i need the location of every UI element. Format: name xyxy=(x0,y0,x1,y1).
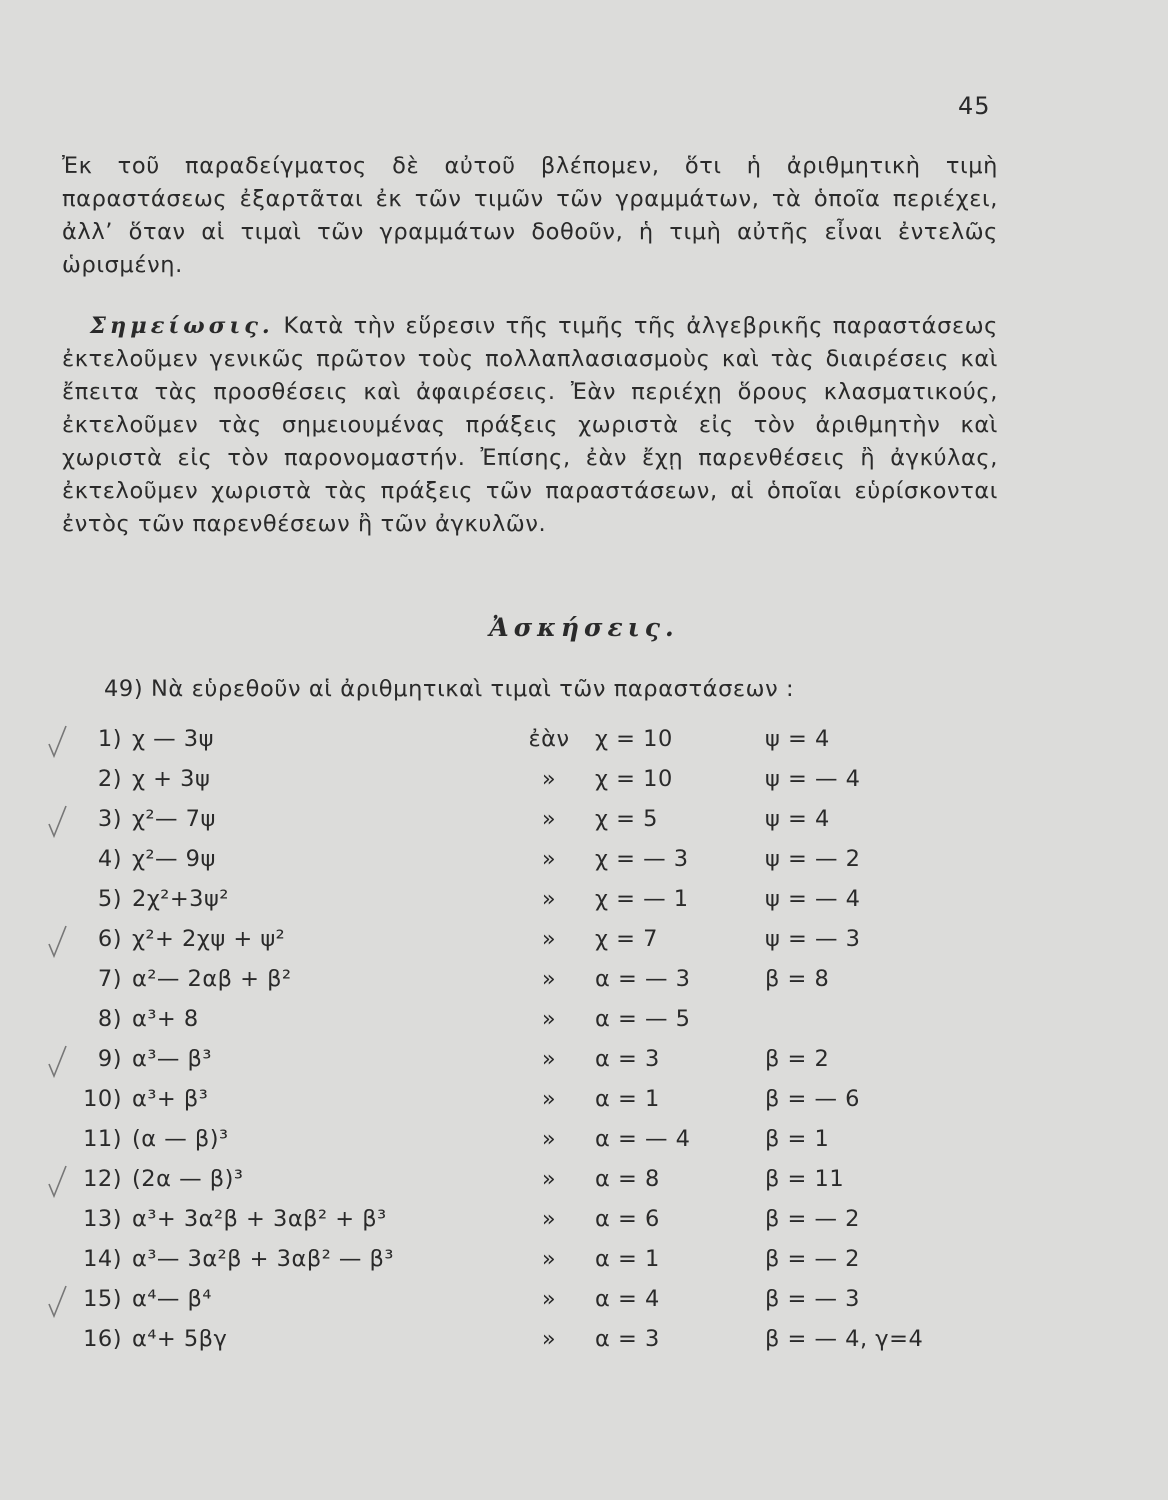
exercise-expression: (α — β)³ xyxy=(132,1126,229,1152)
exercise-value-2: ψ = 4 xyxy=(765,726,830,752)
exercise-value-2: β = — 2 xyxy=(765,1206,860,1232)
exercise-expression: 2χ²+3ψ² xyxy=(132,886,229,912)
checkmark-icon xyxy=(46,1044,68,1080)
exercise-condition: » xyxy=(541,846,557,872)
exercise-row xyxy=(0,926,1168,966)
checkmark-icon xyxy=(46,1284,68,1320)
exercise-row xyxy=(0,726,1168,766)
exercise-value-2: β = 8 xyxy=(765,966,830,992)
page-number: 45 xyxy=(958,92,991,120)
exercise-row xyxy=(0,1126,1168,1166)
checkmark-icon xyxy=(46,724,68,760)
exercise-number: 13) xyxy=(83,1206,122,1232)
paragraph-note xyxy=(62,310,998,541)
exercise-value-1: χ = — 3 xyxy=(595,846,689,872)
exercise-value-1: χ = 10 xyxy=(595,766,673,792)
exercise-expression: α³+ 3α²β + 3αβ² + β³ xyxy=(132,1206,387,1232)
exercise-row xyxy=(0,846,1168,886)
exercise-condition: » xyxy=(541,1326,557,1352)
exercise-value-2: ψ = 4 xyxy=(765,806,830,832)
exercise-value-1: χ = 7 xyxy=(595,926,658,952)
exercise-row xyxy=(0,1286,1168,1326)
exercise-value-2: β = — 3 xyxy=(765,1286,860,1312)
exercise-expression: χ — 3ψ xyxy=(132,726,214,752)
exercise-row xyxy=(0,966,1168,1006)
exercise-condition: » xyxy=(541,1126,557,1152)
exercise-row xyxy=(0,1046,1168,1086)
exercise-value-1: α = — 4 xyxy=(595,1126,691,1152)
exercise-row xyxy=(0,1326,1168,1366)
exercise-expression: χ²+ 2χψ + ψ² xyxy=(132,926,286,952)
exercise-row xyxy=(0,806,1168,846)
checkmark-icon xyxy=(46,924,68,960)
exercise-value-1: α = — 5 xyxy=(595,1006,691,1032)
exercise-number: 2) xyxy=(97,766,122,792)
exercise-expression: χ + 3ψ xyxy=(132,766,211,792)
exercise-expression: α³+ β³ xyxy=(132,1086,209,1112)
exercise-condition: ἐὰν xyxy=(528,726,570,752)
exercise-row xyxy=(0,886,1168,926)
exercise-number: 4) xyxy=(97,846,122,872)
exercise-value-1: α = 4 xyxy=(595,1286,660,1312)
exercise-condition: » xyxy=(541,1086,557,1112)
exercise-condition: » xyxy=(541,1286,557,1312)
exercise-condition: » xyxy=(541,806,557,832)
exercise-value-1: χ = 5 xyxy=(595,806,658,832)
exercise-expression: (2α — β)³ xyxy=(132,1166,244,1192)
exercise-expression: α²— 2αβ + β² xyxy=(132,966,292,992)
exercise-expression: α⁴— β⁴ xyxy=(132,1286,212,1312)
exercise-value-2: ψ = — 4 xyxy=(765,886,861,912)
exercise-value-2: β = — 2 xyxy=(765,1246,860,1272)
exercise-number: 9) xyxy=(97,1046,122,1072)
checkmark-icon xyxy=(46,804,68,840)
exercise-value-2: β = 1 xyxy=(765,1126,830,1152)
exercise-condition: » xyxy=(541,926,557,952)
exercise-condition: » xyxy=(541,766,557,792)
exercise-value-1: α = 3 xyxy=(595,1326,660,1352)
exercise-row xyxy=(0,1086,1168,1126)
exercise-number: 11) xyxy=(83,1126,122,1152)
exercise-instruction: 49) Νὰ εὑρεθοῦν αἱ ἀριθμητικαὶ τιμαὶ τῶν παραστάσεων : xyxy=(104,676,795,702)
exercise-number: 15) xyxy=(83,1286,122,1312)
exercise-value-1: α = 6 xyxy=(595,1206,660,1232)
exercise-condition: » xyxy=(541,1206,557,1232)
exercise-value-1: α = 3 xyxy=(595,1046,660,1072)
exercise-value-2: β = — 6 xyxy=(765,1086,860,1112)
exercise-number: 1) xyxy=(97,726,122,752)
exercise-condition: » xyxy=(541,1246,557,1272)
exercise-condition: » xyxy=(541,1006,557,1032)
exercise-value-1: χ = — 1 xyxy=(595,886,689,912)
exercise-value-2: ψ = — 4 xyxy=(765,766,861,792)
exercise-row xyxy=(0,766,1168,806)
exercise-expression: χ²— 7ψ xyxy=(132,806,216,832)
exercise-condition: » xyxy=(541,886,557,912)
exercise-number: 5) xyxy=(97,886,122,912)
exercise-value-1: α = 1 xyxy=(595,1086,660,1112)
exercise-expression: α³+ 8 xyxy=(132,1006,199,1032)
exercise-number: 3) xyxy=(97,806,122,832)
exercise-value-2: β = — 4, γ=4 xyxy=(765,1326,924,1352)
exercise-value-1: χ = 10 xyxy=(595,726,673,752)
exercise-value-1: α = — 3 xyxy=(595,966,691,992)
exercise-value-2: β = 11 xyxy=(765,1166,845,1192)
exercise-row xyxy=(0,1006,1168,1046)
exercise-row xyxy=(0,1206,1168,1246)
exercise-expression: α⁴+ 5βγ xyxy=(132,1326,228,1352)
exercise-number: 10) xyxy=(83,1086,122,1112)
exercise-row xyxy=(0,1246,1168,1286)
note-text: Κατὰ τὴν εὕρεσιν τῆς τιμῆς τῆς ἀλγεβρικῆς παραστάσεως ἐκτελοῦμεν γενικῶς πρῶτον τοὺς πολλαπλασιασμοὺς καὶ τὰς διαιρέσεις καὶ ἔπειτα τὰς προσθέσεις καὶ ἀφαιρέσεις. Ἐὰν περιέχῃ ὅρους κλασματικούς, ἐκτελοῦμεν τὰς σημειουμένας πράξεις χωριστὰ εἰς τὸν ἀριθμητὴν καὶ χωριστὰ εἰς τὸν παρονομαστήν. Ἐπίσης, ἐὰν ἔχῃ παρενθέσεις ἢ ἀγκύλας, ἐκτελοῦμεν χωριστὰ τὰς πράξεις τῶν παραστάσεων, αἱ ὁποῖαι εὑρίσκονται ἐντὸς τῶν παρενθέσεων ἢ τῶν ἀγκυλῶν. xyxy=(62,313,998,537)
checkmark-icon xyxy=(46,1164,68,1200)
exercise-number: 16) xyxy=(83,1326,122,1352)
exercise-number: 8) xyxy=(97,1006,122,1032)
exercise-number: 6) xyxy=(97,926,122,952)
exercise-expression: χ²— 9ψ xyxy=(132,846,216,872)
paragraph-intro: Ἐκ τοῦ παραδείγματος δὲ αὐτοῦ βλέπομεν, ὅτι ἡ ἀριθμητικὴ τιμὴ παραστάσεως ἐξαρτᾶται ἐκ τῶν τιμῶν τῶν γραμμάτων, τὰ ὁποῖα περιέχει, ἀλλ’ ὅταν αἱ τιμαὶ τῶν γραμμάτων δοθοῦν, ἡ τιμὴ αὐτῆς εἶναι ἐντελῶς ὡρισμένη. xyxy=(62,153,998,278)
exercise-value-1: α = 1 xyxy=(595,1246,660,1272)
exercise-number: 12) xyxy=(83,1166,122,1192)
exercise-value-2: ψ = — 3 xyxy=(765,926,861,952)
exercise-value-2: β = 2 xyxy=(765,1046,830,1072)
exercise-expression: α³— 3α²β + 3αβ² — β³ xyxy=(132,1246,394,1272)
exercise-condition: » xyxy=(541,1046,557,1072)
exercise-condition: » xyxy=(541,1166,557,1192)
exercise-number: 14) xyxy=(83,1246,122,1272)
exercise-condition: » xyxy=(541,966,557,992)
exercise-row xyxy=(0,1166,1168,1206)
exercise-number: 7) xyxy=(97,966,122,992)
exercise-value-1: α = 8 xyxy=(595,1166,660,1192)
exercise-value-2: ψ = — 2 xyxy=(765,846,861,872)
note-label: Σημείωσις. xyxy=(90,313,274,339)
exercise-expression: α³— β³ xyxy=(132,1046,212,1072)
exercises-heading: Ἀσκήσεις. xyxy=(489,613,679,642)
